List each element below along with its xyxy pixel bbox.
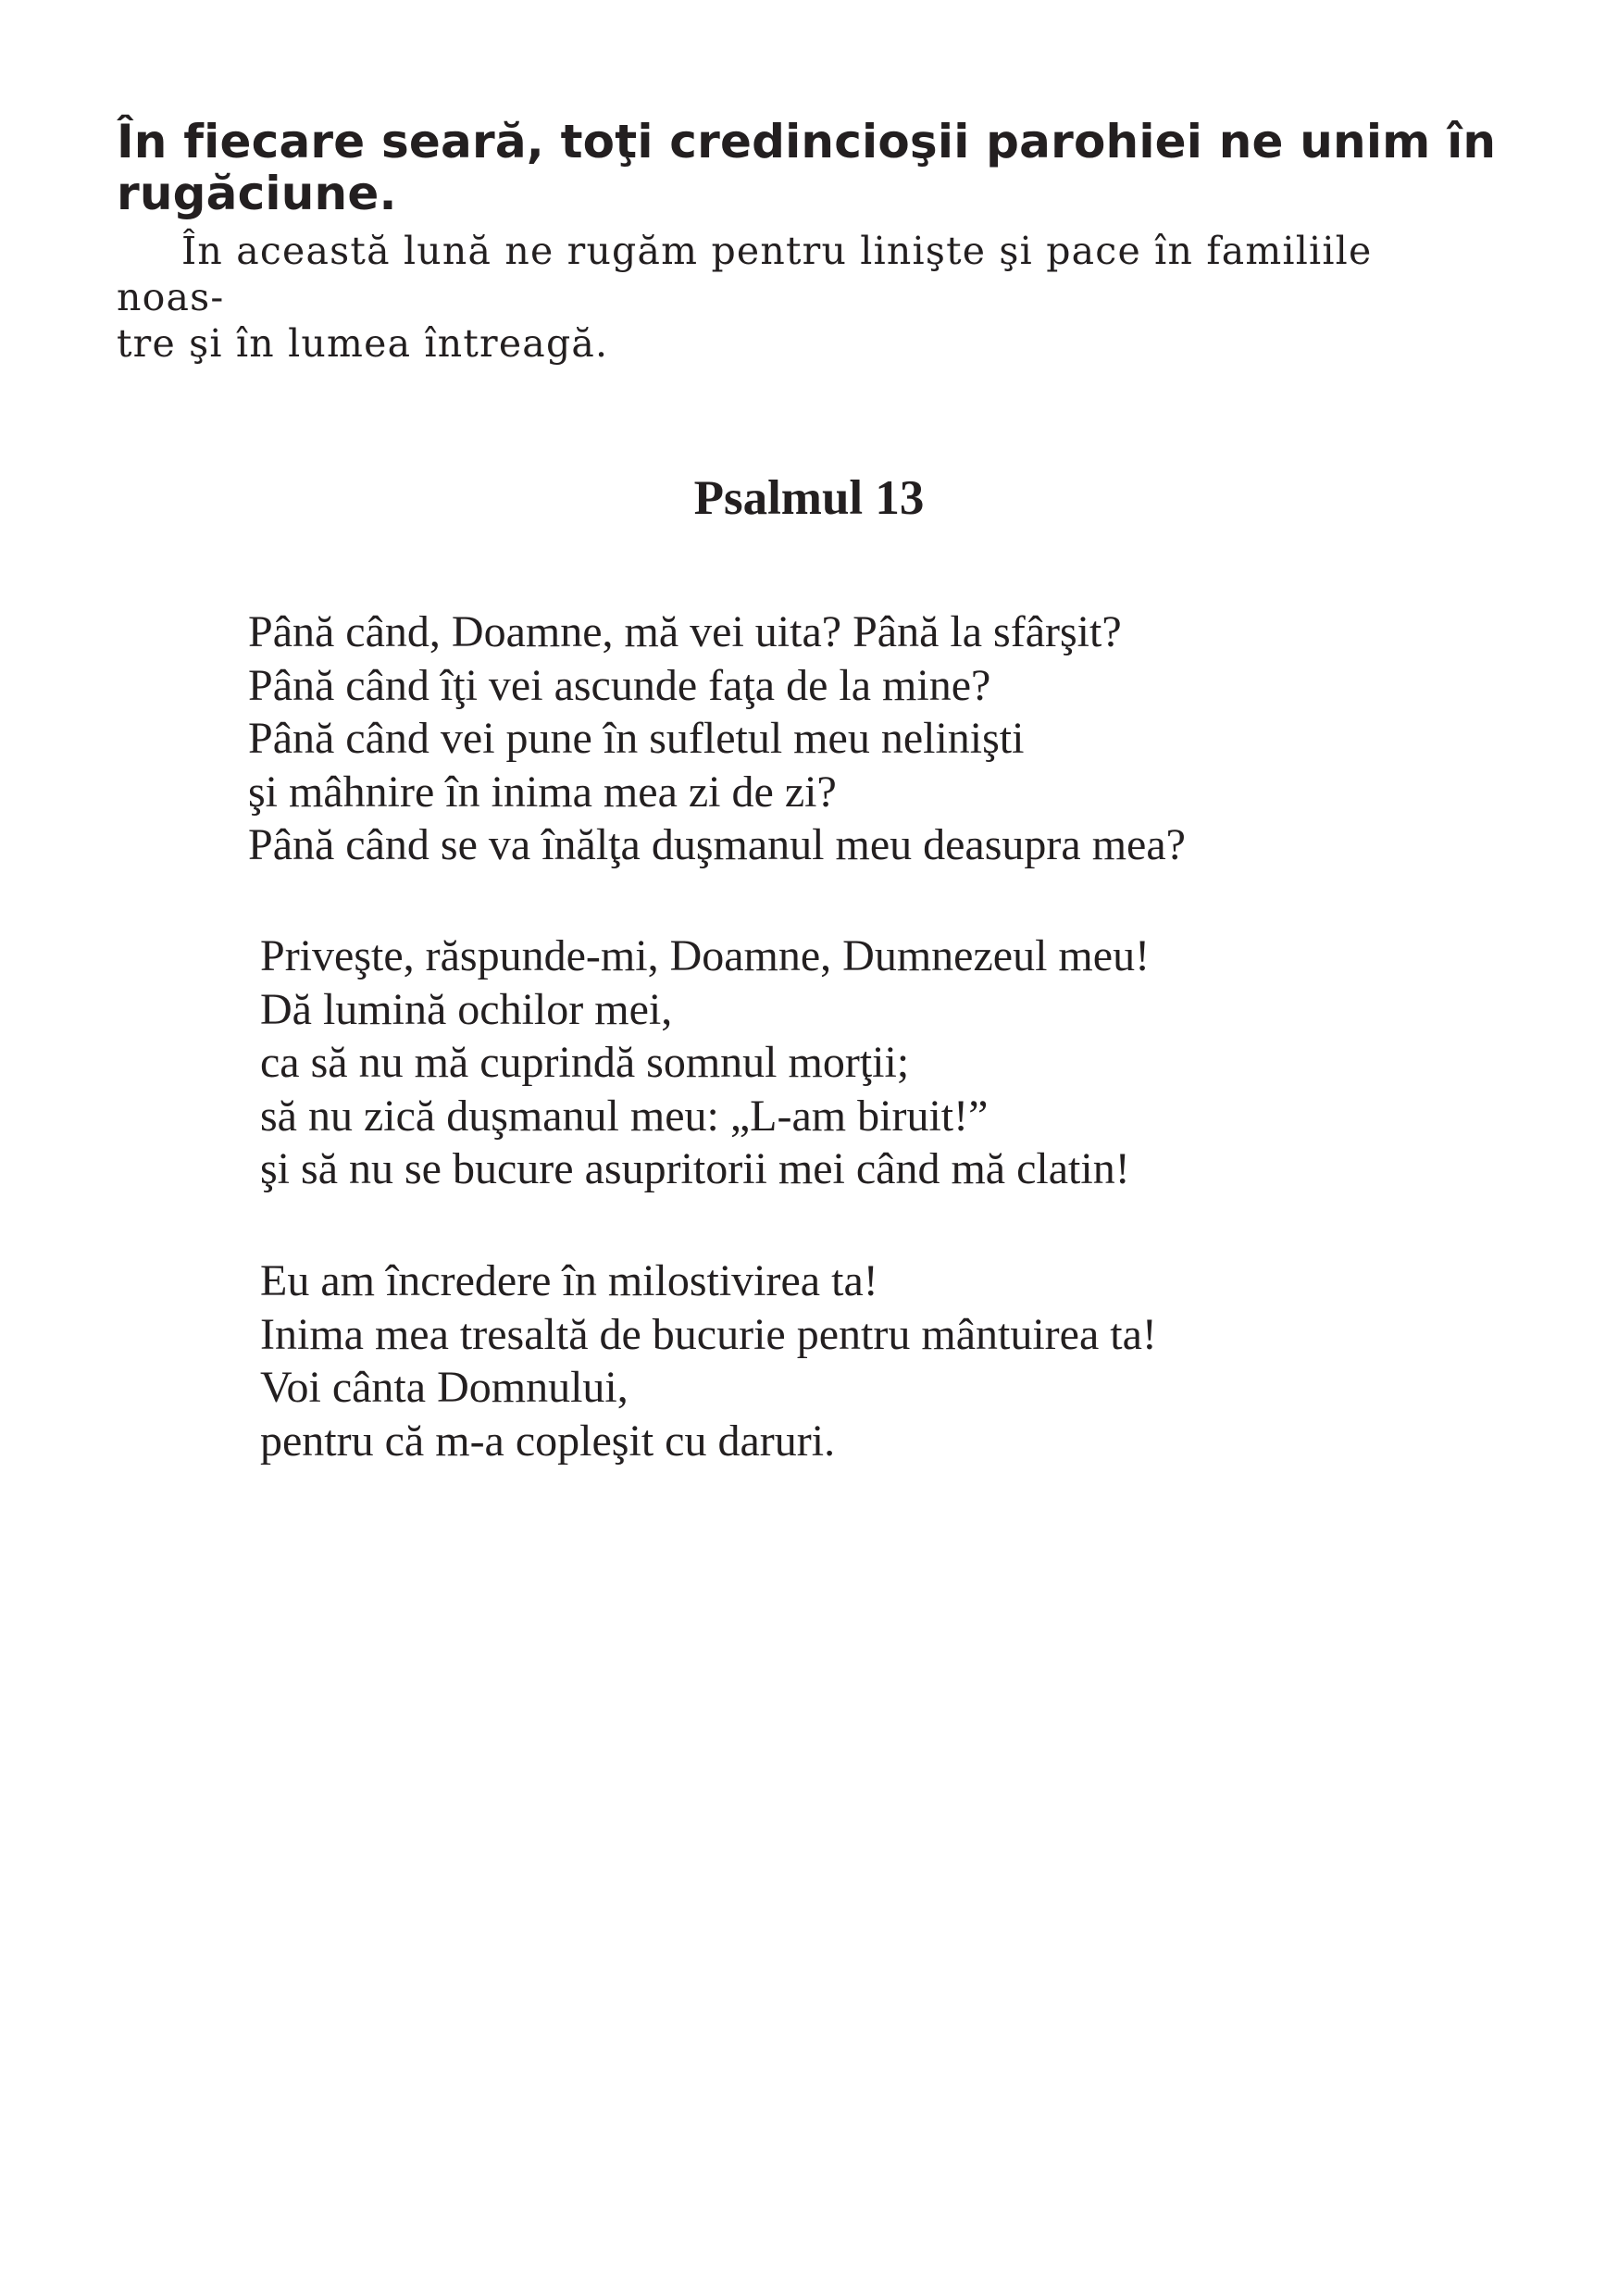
psalm-line: să nu zică duşmanul meu: „L-am biruit!” (260, 1091, 989, 1141)
intro-paragraph (117, 228, 1477, 367)
page-heading: În fiecare seară, toţi credincioşii parohiei ne unim în rugăciune. (117, 115, 1497, 220)
psalm-line: Dă lumină ochilor mei, (260, 984, 673, 1034)
psalm-stanza-2 (260, 930, 1150, 1196)
psalm-line: Până când îţi vei ascunde faţa de la mine? (248, 660, 991, 710)
psalm-line: Voi cânta Domnului, (260, 1363, 629, 1412)
psalm-stanza-1 (248, 605, 1186, 872)
psalm-line: Până când vei pune în sufletul meu nelinişti (248, 714, 1025, 763)
psalm-stanza-3 (260, 1254, 1157, 1467)
intro-line: În această lună ne rugăm pentru linişte şi pace în familiile noas- (117, 229, 1373, 319)
psalm-line: pentru că m-a copleşit cu daruri. (260, 1416, 836, 1466)
psalm-line: şi să nu se bucure asupritorii mei când mă clatin! (260, 1144, 1130, 1193)
psalm-line: Inima mea tresaltă de bucurie pentru mântuirea ta! (260, 1309, 1157, 1359)
psalm-line: Eu am încredere în milostivirea ta! (260, 1256, 878, 1305)
intro-line: tre şi în lumea întreagă. (117, 321, 609, 366)
psalm-line: şi mâhnire în inima mea zi de zi? (248, 767, 837, 817)
psalm-line: Până când se va înălţa duşmanul meu deasupra mea? (248, 820, 1186, 869)
psalm-title: Psalmul 13 (693, 471, 925, 525)
psalm-line: Până când, Doamne, mă vei uita? Până la sfârşit? (248, 607, 1122, 656)
psalm-line: ca să nu mă cuprindă somnul morţii; (260, 1038, 910, 1087)
psalm-line: Priveşte, răspunde-mi, Doamne, Dumnezeul meu! (260, 931, 1151, 980)
